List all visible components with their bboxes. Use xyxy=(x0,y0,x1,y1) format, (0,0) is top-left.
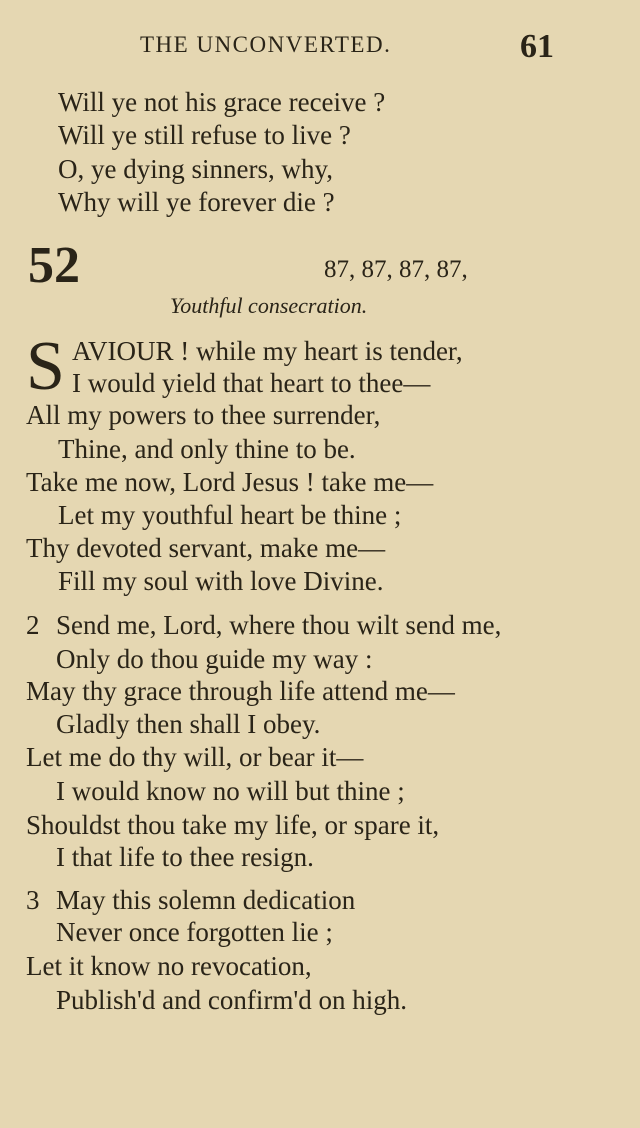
verse-line: I that life to thee resign. xyxy=(56,842,314,872)
verse-line: Will ye still refuse to live ? xyxy=(58,120,351,150)
verse-line: I would yield that heart to thee— xyxy=(72,368,431,398)
verse-line: Shouldst thou take my life, or spare it, xyxy=(26,810,440,840)
stanza-number: 3 xyxy=(26,885,40,915)
drop-cap: S xyxy=(26,328,65,405)
verse-line: Will ye not his grace receive ? xyxy=(58,87,386,117)
verse-line: I would know no will but thine ; xyxy=(56,776,405,806)
verse-line: Fill my soul with love Divine. xyxy=(58,566,384,596)
verse-line: Never once forgotten lie ; xyxy=(56,917,333,947)
verse-line: May this solemn dedication xyxy=(56,885,356,915)
page-header xyxy=(0,28,640,68)
page-number: 61 xyxy=(520,28,554,65)
verse-line: Thine, and only thine to be. xyxy=(58,434,356,464)
verse-line: Let me do thy will, or bear it— xyxy=(26,742,364,772)
verse-line: Only do thou guide my way : xyxy=(56,644,373,674)
verse-line: Take me now, Lord Jesus ! take me— xyxy=(26,467,434,497)
verse-line: AVIOUR ! while my heart is tender, xyxy=(72,336,463,366)
verse-line: Gladly then shall I obey. xyxy=(56,709,321,739)
verse-line: Thy devoted servant, make me— xyxy=(26,533,386,563)
verse-line: Publish'd and confirm'd on high. xyxy=(56,985,407,1015)
verse-line: Why will ye forever die ? xyxy=(58,187,335,217)
hymn-subtitle: Youthful consecration. xyxy=(170,293,368,318)
verse-line: Send me, Lord, where thou wilt send me, xyxy=(56,610,502,640)
verse-line: O, ye dying sinners, why, xyxy=(58,154,333,184)
hymn-meter: 87, 87, 87, 87, xyxy=(324,256,468,283)
running-title: THE UNCONVERTED. xyxy=(140,32,392,57)
verse-line: Let my youthful heart be thine ; xyxy=(58,500,402,530)
hymn-number: 52 xyxy=(28,237,80,294)
verse-line: Let it know no revocation, xyxy=(26,951,312,981)
verse-line: All my powers to thee surrender, xyxy=(26,400,381,430)
verse-line: May thy grace through life attend me— xyxy=(26,676,455,706)
stanza-number: 2 xyxy=(26,610,40,640)
